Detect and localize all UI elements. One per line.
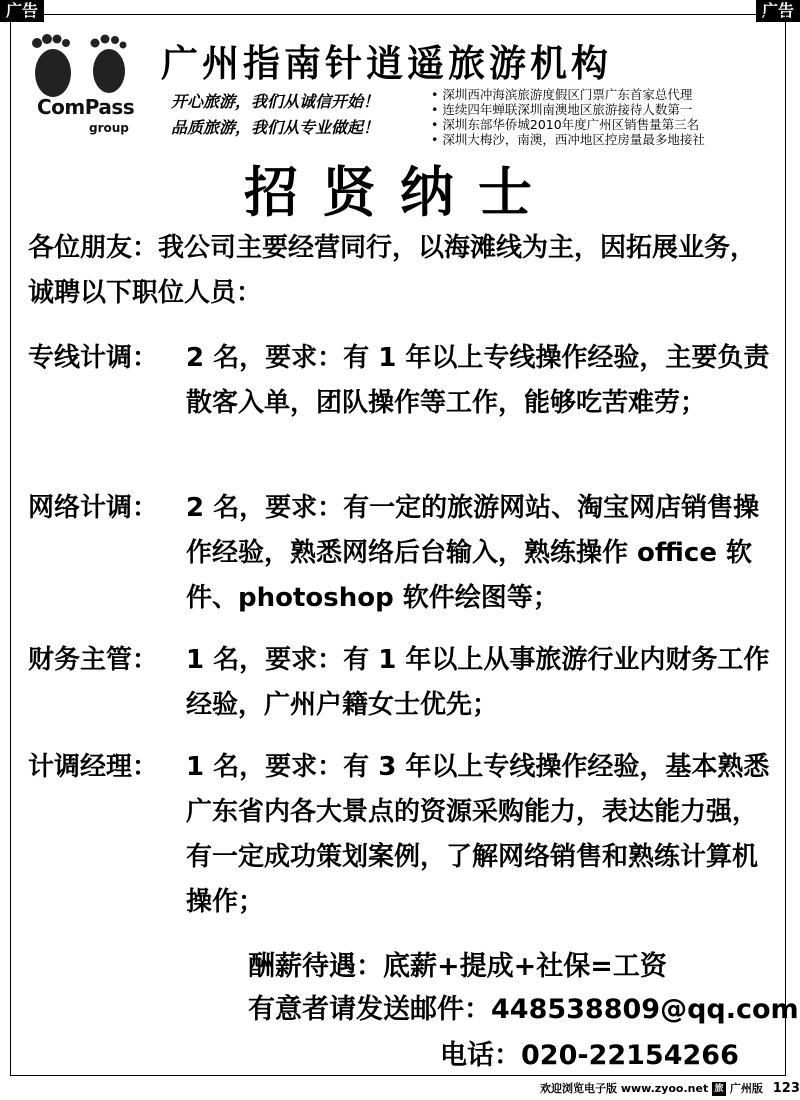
page-number: 123 — [772, 1081, 800, 1096]
brand-name: ComPass — [37, 95, 135, 119]
phone-text[interactable]: 电话：020-22154266 — [440, 1040, 739, 1071]
footer-text: 欢迎浏览电子版 www.zyoo.net — [540, 1082, 709, 1095]
highlight-item: • 连续四年蝉联深圳南澳地区旅游接待人数第一 — [431, 102, 705, 117]
footer-edition: 广州版 — [729, 1082, 763, 1095]
job-label: 财务主管： — [28, 645, 159, 675]
compass-logo — [23, 33, 163, 133]
footer — [540, 1080, 800, 1096]
job-item — [28, 336, 778, 426]
job-item — [28, 638, 778, 728]
salary-text: 酬薪待遇：底薪+提成+社保=工资 — [248, 951, 667, 982]
footprints-icon — [23, 33, 153, 103]
job-label: 网络计调： — [28, 493, 159, 523]
slogan-2: 品质旅游，我们从专业做起！ — [171, 118, 380, 137]
slogan-1: 开心旅游，我们从诚信开始！ — [171, 92, 380, 111]
header — [11, 15, 785, 147]
slogans — [171, 89, 379, 141]
agency-name: 广州指南针逍遥旅游机构 — [161, 41, 612, 85]
highlights-list — [431, 87, 705, 147]
job-label: 专线计调： — [28, 343, 159, 373]
highlight-item: • 深圳东部华侨城2010年度广州区销售量第三名 — [431, 117, 705, 132]
email-text[interactable]: 有意者请发送邮件：448538809@qq.com — [248, 994, 799, 1025]
highlight-item: • 深圳西冲海滨旅游度假区门票广东首家总代理 — [431, 87, 705, 102]
job-desc: 2 名，要求：有一定的旅游网站、淘宝网店销售操作经验，熟悉网络后台输入，熟练操作 office 软件、photoshop 软件绘图等； — [186, 493, 760, 613]
job-label: 计调经理： — [28, 752, 159, 782]
brand-sub: group — [89, 121, 129, 135]
job-desc: 2 名，要求：有 1 年以上专线操作经验，主要负责散客入单，团队操作等工作，能够吃苦难劳； — [186, 343, 770, 418]
ad-tag-left: 广告 — [0, 0, 44, 22]
job-item — [28, 486, 778, 621]
publisher-mark-icon: 旅 — [712, 1082, 726, 1096]
page-title: 招贤纳士 — [244, 160, 556, 224]
job-desc: 1 名，要求：有 3 年以上专线操作经验，基本熟悉广东省内各大景点的资源采购能力，表达能力强，有一定成功策划案例，了解网络销售和熟练计算机操作； — [186, 752, 770, 917]
ad-tag-right: 广告 — [756, 0, 800, 22]
intro-text: 各位朋友：我公司主要经营同行，以海滩线为主，因拓展业务，诚聘以下职位人员： — [28, 233, 757, 308]
highlight-item: • 深圳大梅沙，南澳，西冲地区控房量最多地接社 — [431, 132, 705, 147]
job-item — [28, 745, 778, 925]
job-desc: 1 名，要求：有 1 年以上从事旅游行业内财务工作经验，广州户籍女士优先； — [186, 645, 770, 720]
